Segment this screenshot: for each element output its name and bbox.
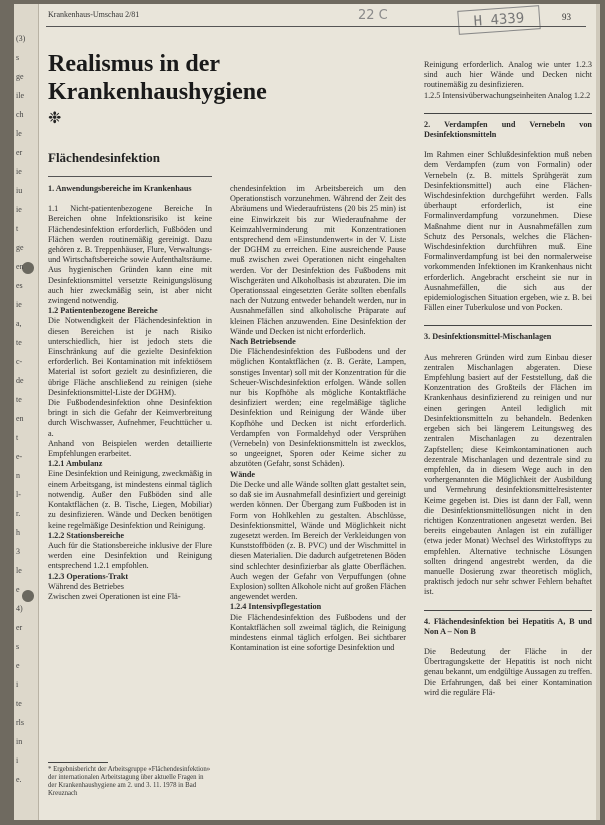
binding-fragment: a, — [16, 319, 22, 328]
binding-fragment: n — [16, 471, 20, 480]
binding-fragment: te — [16, 395, 22, 404]
binding-fragment: t — [16, 433, 19, 442]
binding-fragment: er — [16, 148, 23, 157]
binding-margin — [14, 4, 39, 820]
binding-fragment: e- — [16, 452, 23, 461]
archive-stamp: H 4339 — [457, 5, 540, 35]
binding-fragment: ie — [16, 205, 22, 214]
heading: 1.2.1 Ambulanz — [48, 459, 103, 469]
binding-fragment: e. — [16, 775, 22, 784]
paragraph: Im Rahmen einer Schlußdesinfektion muß neben dem Verdampfen (zum von Formalin) oder Vernebeln (z. B. mittels Sprühgerät zum Desinfektionsmittel) auch eine Flächen-Wischdesinfektion durchgeführt werden. Falls überhaupt erforderlich, ist eine Formalinverdampfung vorzunehmen. Diese Maßnahme dient nur in Ausnahmefällen zum Schutz des Personals, welches die Flächen-Wischdesinfektion durchführen muß. Eine Formalinverdampfung ist bei den normalerweise vorkommenden Infektionen im Krankenhaus nicht erforderlich. Angebracht erscheint sie nur in Ausnahmefällen, die sich aus der epidemiologischen Situation ergeben, wie z. B. bei Fällen einer Tuberkulose und von Pocken. — [424, 150, 592, 313]
binding-fragment: ile — [16, 91, 24, 100]
paragraph: 1.2.5 Intensivüberwachungseinheiten Analog 1.2.2 — [424, 90, 591, 100]
article-title: Realismus in der Krankenhaushygiene — [48, 51, 267, 105]
text-column-3 — [424, 60, 592, 816]
heading: Wände — [230, 469, 256, 479]
heading: 1. Anwendungsbereiche im Krankenhaus — [48, 184, 192, 193]
footnote-rule — [48, 762, 108, 763]
section-rule — [424, 325, 592, 326]
binding-fragment: es — [16, 281, 23, 290]
binding-fragment: ie — [16, 300, 22, 309]
section-rule — [424, 113, 592, 114]
heading: Nach Betriebsende — [230, 337, 296, 347]
binding-fragment: de — [16, 376, 24, 385]
paragraph: Die Flächendesinfektion des Fußbodens und der Kontaktflächen soll zweimal täglich, die Reinigung mindestens einmal täglich erfolgen. Bei sichtbarer Kontamination ist eine sofortige Desinfektion und — [230, 612, 406, 653]
heading: 1.2.4 Intensivpflegestation — [230, 602, 322, 612]
document-page — [14, 4, 600, 820]
handwritten-note: 22 C — [358, 8, 388, 23]
heading: 3. Desinfektionsmittel-Mischanlagen — [424, 332, 552, 342]
paragraph: Eine Desinfektion und Reinigung, zweckmäßig in einem Arbeitsgang, ist mindestens einmal täglich notwendig. Außer den Fußböden sind alle Kontaktflächen (z. B. Tische, Liegen, Mobiliar) zu desinfizieren. Wände und Decken benötigen keine regelmäßige Desinfektion und Reinigung. — [48, 469, 212, 530]
paragraph: Die Flächendesinfektion des Fußbodens und der möglichen Kontaktflächen (z. B. Geräte, Lampen, sonstiges Inventar) soll mit der Konzentration für die Scheuer-Wischdesinfektion erfolgen. Wände sollen nur bis Kopfhöhe als mögliche Kontaktfläche desinfiziert werden; eine regelmäßige tägliche Desinfektion und Reinigung der Wände über Kopfhöhe und Decken ist nicht erforderlich. Verdampfen von Formaldehyd oder Versprühen (Vernebeln) von Desinfektionsmitteln ist zwecklos, so ungeeignet, Sporen oder Keime sicher zu abzutöten (Gefahr, sonst Schäden). — [230, 347, 406, 469]
binding-fragment: e — [16, 585, 20, 594]
binding-fragment: en — [16, 414, 24, 423]
binding-fragment: te — [16, 699, 22, 708]
paragraph: Auch für die Stationsbereiche inklusive der Flure werden eine Desinfektion und Reinigung entsprechend 1.2.1 empfohlen. — [48, 540, 212, 571]
binding-fragment: s — [16, 642, 20, 651]
paragraph: Anhand von Beispielen werden detaillierte Empfehlungen erarbeitet. — [48, 438, 212, 459]
ornament-icon: ❉ — [48, 110, 62, 127]
binding-fragment: 4) — [16, 604, 23, 613]
heading: 4. Flächendesinfektion bei Hepatitis A, B und Non A – Non B — [424, 616, 592, 636]
section-rule — [48, 176, 212, 177]
punch-hole — [22, 590, 34, 602]
heading: 1.2.2 Stationsbereiche — [48, 530, 125, 540]
binding-fragment: r. — [16, 509, 21, 518]
binding-fragment: er — [16, 623, 23, 632]
binding-fragment: in — [16, 737, 23, 746]
section-title: Flächendesinfektion — [48, 150, 160, 165]
heading: 2. Verdampfen und Vernebeln von Desinfektionsmitteln — [424, 119, 592, 140]
binding-fragment: iu — [16, 186, 23, 195]
binding-fragment: t — [16, 224, 19, 233]
paragraph: 1.1 Nicht-patientenbezogene Bereiche In Bereichen ohne Infektionsrisiko ist keine Flächendesinfektion erforderlich, Fußböden und Flächen werden routinemäßig gereinigt. Dazu gehören z. B. Treppenhäuser, Flure, Verwaltungs- und Wirtschaftsbereiche sowie Aufenthaltsräume. Aus hygienischen Gründen kann eine mit Desinfektionsmittel versetzte Reinigungslösung auch hier zweckmäßig sein, ist aber nicht zwingend notwendig. — [48, 204, 212, 306]
binding-fragment: ge — [16, 72, 24, 81]
binding-fragment: s — [16, 53, 20, 62]
binding-fragment: te — [16, 338, 22, 347]
paragraph: chendesinfektion im Arbeitsbereich um den Operationstisch vorzunehmen. Während der Zeit des Abräumens und Wiederaufrüstens (20 bis 25 min) ist eine Einwirkzeit bis zur Wiederaufnahme der Keimzahlverminderung mit Konzentrationen entsprechend dem »Einstundenwert« in der V. Liste der DGHM zu erreichen. Eine ausreichende Pause muß zwischen zwei Operationen nicht eingehalten werden. Vor der Desinfektion des Fußbodens mit Wischgeräten und Alkoholbasis ist abzuraten. Die im Operationssaal eingesetzten Geräte sollten ebenfalls nach der Nutzung entweder behandelt werden, nur in Ausnahmefällen sind alkoholische Präparate auf kleinen Flächen anzuwenden. Eine Desinfektion der Wände und Decken ist nicht erforderlich. — [230, 184, 406, 336]
section-rule — [424, 610, 592, 611]
binding-fragment: 3 — [16, 547, 20, 556]
binding-fragment: l- — [16, 490, 21, 499]
binding-fragment: le — [16, 566, 22, 575]
paragraph: Die Bedeutung der Fläche in der Übertragungskette der Hepatitis ist noch nicht genau bekannt, um endgültige Aussagen zu treffen. Die Erfahrungen, daß bei einer Kontamination wird die reguläre Flä- — [424, 646, 592, 697]
text-column-1 — [48, 184, 212, 758]
binding-fragment: ch — [16, 110, 24, 119]
binding-fragment: i — [16, 680, 19, 689]
binding-fragment: ie — [16, 167, 22, 176]
binding-fragment: en — [16, 262, 24, 271]
paragraph: Zwischen zwei Operationen ist eine Flä- — [48, 591, 181, 601]
binding-fragment: (3) — [16, 34, 26, 43]
binding-fragment: i — [16, 756, 19, 765]
header-rule — [46, 26, 586, 27]
paragraph: Aus mehreren Gründen wird zum Einbau dieser zentralen Mischanlagen abgeraten. Diese Empfehlung basiert auf der Feststellung, daß die Konzentration des Großteils der Flächen im Krankenhaus desinfizierend zu reinigen und nur einen geringen Anteil lediglich mit Desinfektionsmitteln zu behandeln. Bedenken ergeben sich bei längerem Leitungsweg des zentralen Mischanlagen zu dezentralen Zapfstellen; diese Keimkontaminationen auch dezentrale Mischanlagen und dezentrale sind zu empfehlen, da in diesem Wege auch in den vorhergenannten die Möglichkeit der Ausbildung und Vermehrung desinfektionsmittelresistenter Keime gegeben ist. Dies ist dann der Fall, wenn die Desinfektionsmittellösungen nicht in den richtigen Konzentrationen angesetzt werden. Bei bereits eingebauten Anlagen ist ein zufälliger (etwa jeder Monat) Wechsel des Wirkstofftyps zu empfehlen. Alternative technische Lösungen sollten dringend angestrebt werden, da die manuelle Dosierung zwar theoretisch möglich, praktisch jedoch nur sehr schwer Fehlern behaftet ist. — [424, 352, 592, 597]
running-title: Krankenhaus-Umschau 2/81 — [48, 10, 140, 19]
binding-fragment: c- — [16, 357, 23, 366]
paragraph: Die Notwendigkeit der Flächendesinfektion in diesen Bereichen ist je nach Risiko unterschiedlich, hier ist jedoch stets die Einschränkung auf die gezielte Desinfektion erforderlich. Bei Kontamination mit infektiösem Material ist sofort gezielt zu desinfizieren, die übrige Fläche anschließend zu reinigen (siehe Desinfektionsmittel-Liste der DGHM). — [48, 316, 212, 397]
page-number: 93 — [562, 12, 571, 22]
paragraph: Während des Betriebes — [48, 581, 124, 591]
binding-fragment: rls — [16, 718, 24, 727]
text-column-2 — [230, 184, 406, 816]
binding-fragment: ge — [16, 243, 24, 252]
paragraph: Die Decke und alle Wände sollten glatt gestaltet sein, so daß sie im Ausnahmefall desinfiziert und gereinigt werden können. Der Übergang zum Fußboden ist in Form von Hohlkehlen zu gestalten. Abschlüsse, Desinfektionsmittel, Wände und Möglichkeit nicht zugesetzt werden. Im Bereich der Verkleidungen von Kunststoffböden (z. B. PVC) und der Wischmittel in diesen Materialien. Die dadurch aufgetretenen Böden sind schlechter desinfizierbar als glatte Oberflächen. Auch wegen der Gefahr von Verpuffungen (ohne Explosion) sollten Alkohole nicht auf großen Flächen angewendet werden. — [230, 479, 406, 602]
binding-fragment: e — [16, 661, 20, 670]
heading: 1.2.3 Operations-Trakt — [48, 571, 129, 581]
footnote: * Ergebnisbericht der Arbeitsgruppe «Flächendesinfektion» der internationalen Arbeitstagung über aktuelle Fragen in der Krankenhaushygiene am 2. und 3. 11. 1978 in Bad Kreuznach — [48, 766, 211, 797]
paragraph: Die Fußbodendesinfektion ohne Desinfektion bringt in sich die Gefahr der Keimverbreitung durch Wischwasser, Aufnehmer, Feuchttücher u. a. — [48, 398, 212, 438]
heading: 1.2 Patientenbezogene Bereiche — [48, 306, 158, 316]
binding-fragment: h — [16, 528, 20, 537]
punch-hole — [22, 262, 34, 274]
binding-fragment: le — [16, 129, 22, 138]
paragraph: Reinigung erforderlich. Analog wie unter 1.2.3 sind auch hier Wände und Decken nicht routinemäßig zu desinfizieren. — [424, 60, 592, 90]
